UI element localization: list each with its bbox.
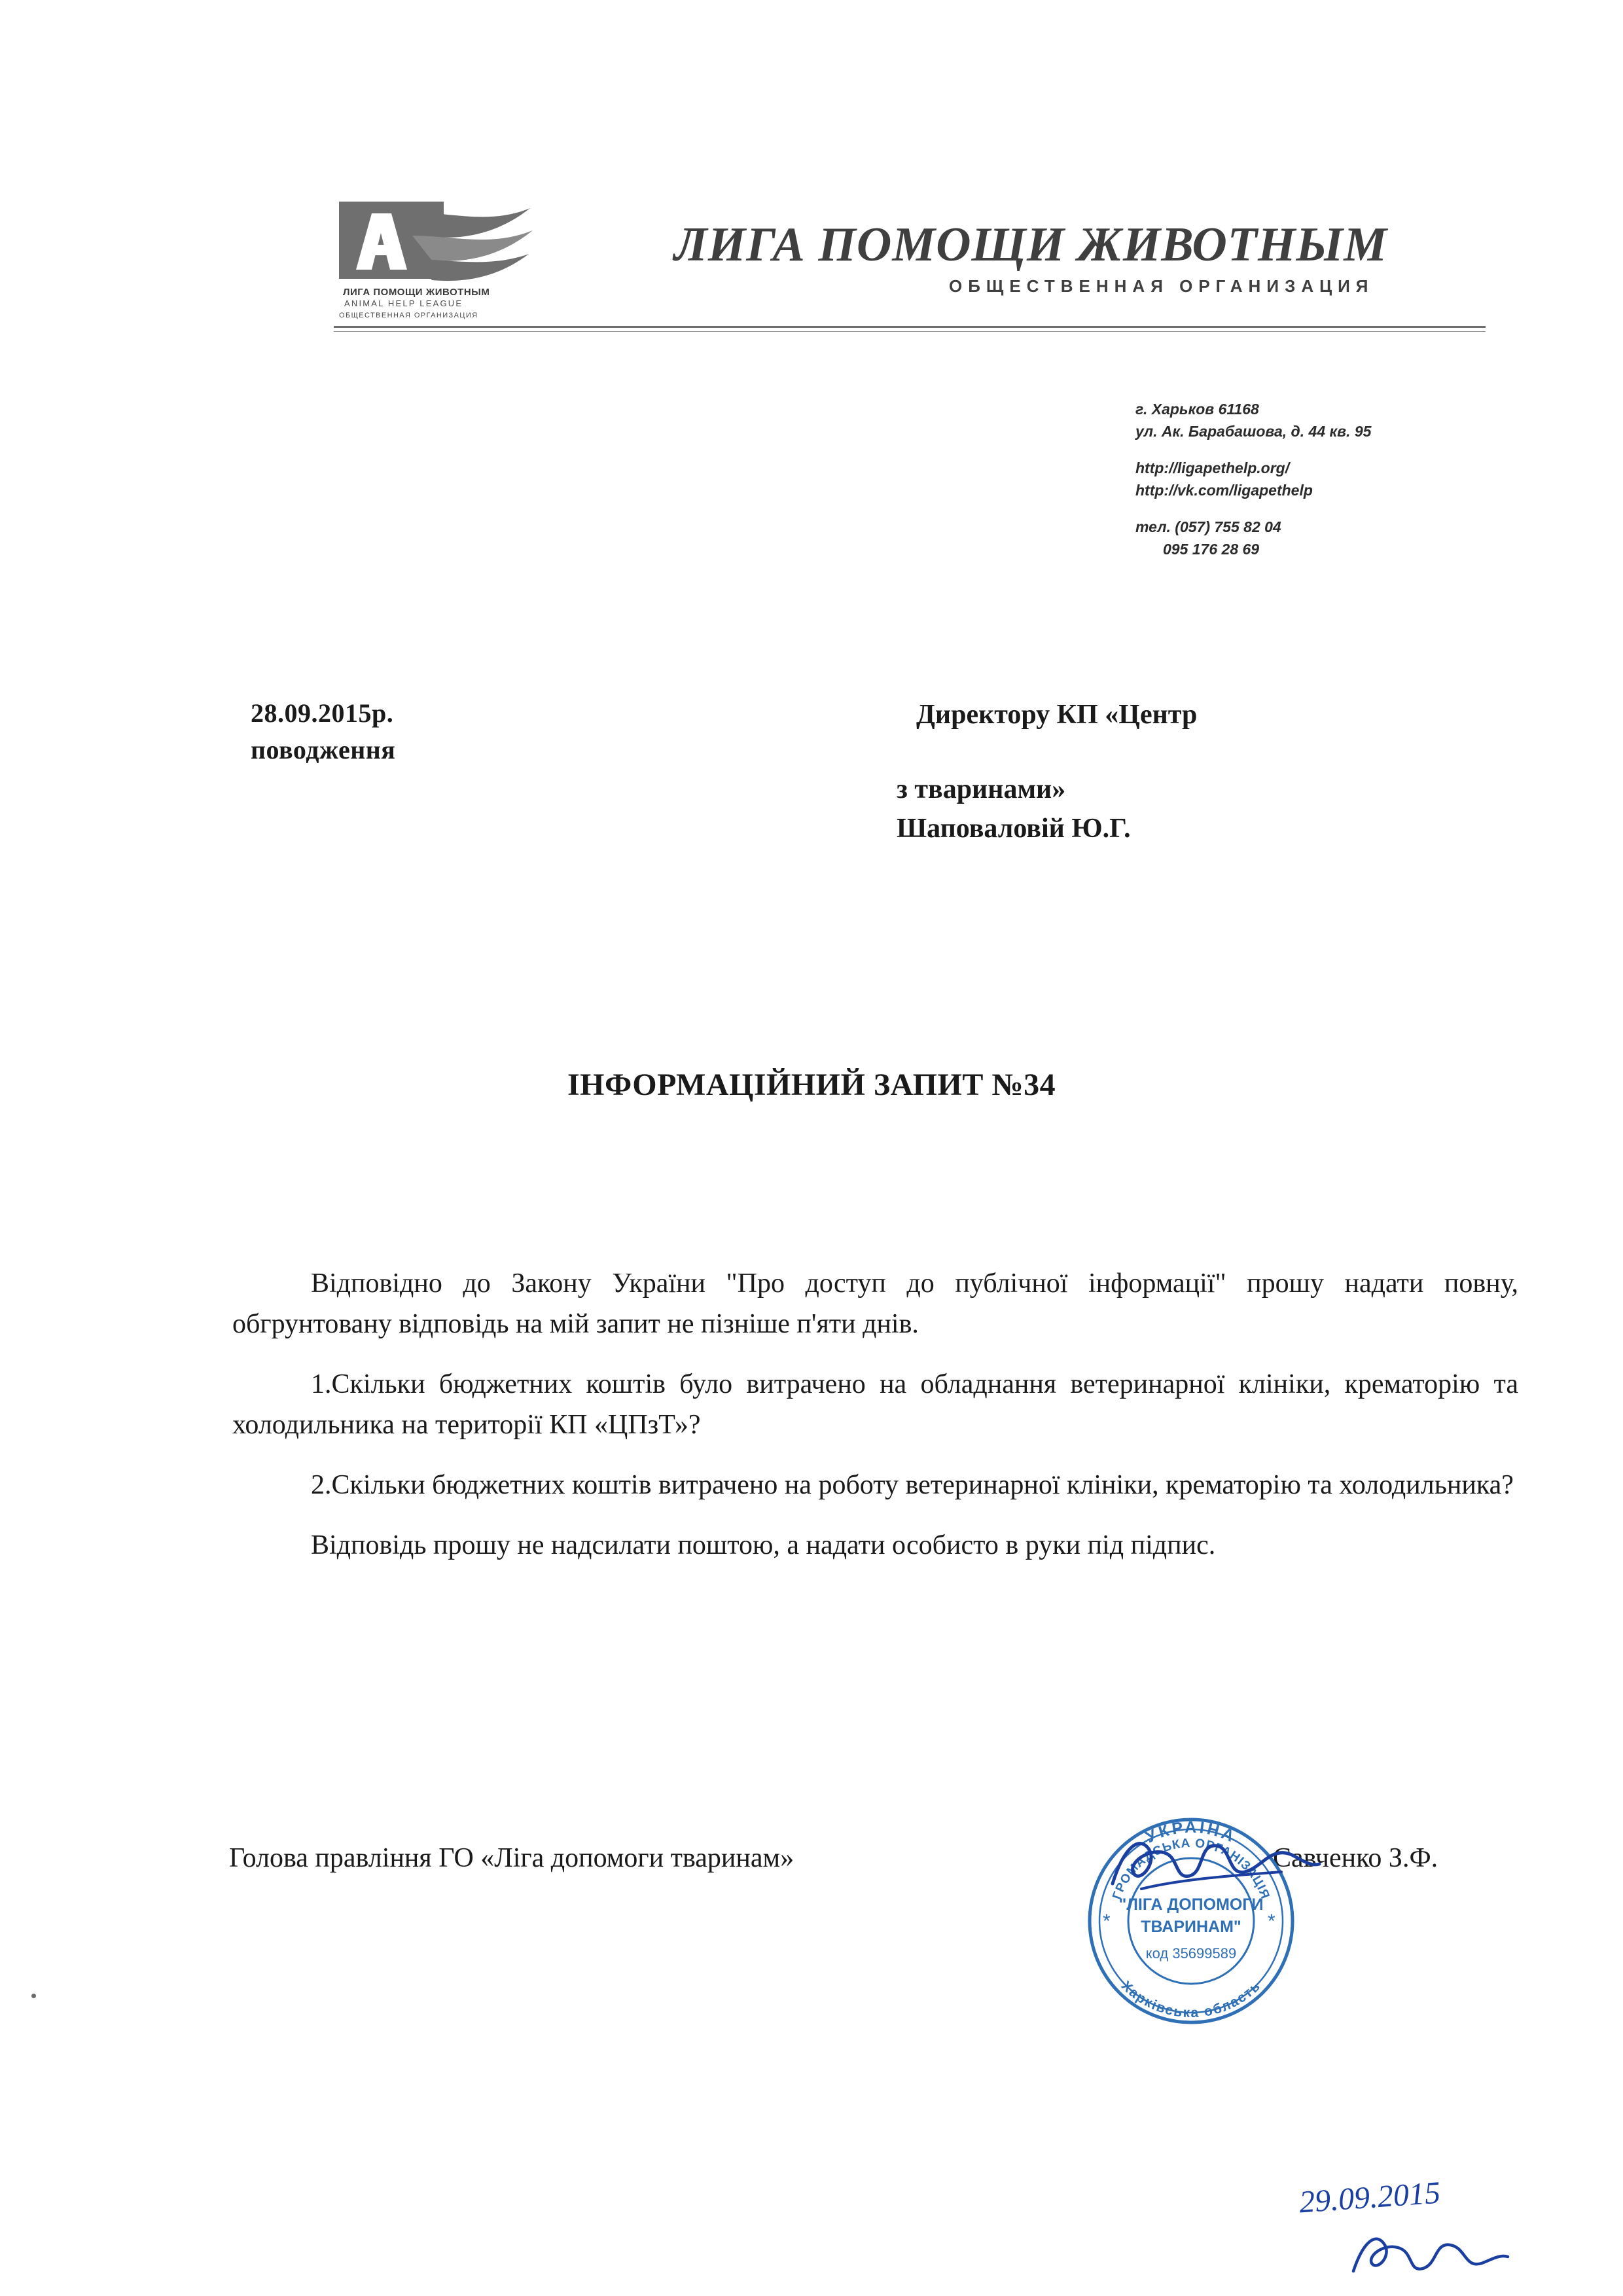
svg-text:*: * — [1103, 1910, 1111, 1932]
addressee-line-3: Шаповаловій Ю.Г. — [897, 814, 1131, 844]
svg-text:*: * — [1268, 1910, 1275, 1932]
received-date-handwritten: 29.09.2015 — [1298, 2175, 1442, 2220]
addressee-line-1: Директору КП «Центр — [916, 700, 1198, 730]
scan-artifact — [31, 1994, 36, 1998]
svg-text:"ЛІГА ДОПОМОГИ: "ЛІГА ДОПОМОГИ — [1118, 1895, 1264, 1914]
contact-block — [1135, 398, 1567, 575]
body-paragraph-4: Відповідь прошу не надсилати поштою, а надати особисто в руки під підпис. — [311, 1530, 1216, 1560]
contact-website[interactable]: http://ligapethelp.org/ — [1135, 459, 1290, 476]
document-date-line2: поводження — [251, 735, 396, 764]
svg-text:ГРОМАДСЬКА ОРГАНІЗАЦІЯ: ГРОМАДСЬКА ОРГАНІЗАЦІЯ — [1110, 1836, 1272, 1901]
document-date-value: 28.09.2015р. — [251, 698, 394, 728]
svg-text:ТВАРИНАМ": ТВАРИНАМ" — [1141, 1918, 1241, 1936]
svg-text:УКРАЇНА: УКРАЇНА — [1143, 1818, 1240, 1847]
header-divider — [334, 326, 1486, 328]
contact-street: ул. Ак. Барабашова, д. 44 кв. 95 — [1135, 423, 1372, 440]
organization-logo-icon — [334, 196, 589, 319]
logo-text-en: ANIMAL HELP LEAGUE — [344, 298, 463, 308]
signatory-role: Голова правління ГО «Ліга допомоги тваринам» — [229, 1843, 794, 1873]
signatory-name: Савченко З.Ф. — [1273, 1843, 1438, 1873]
page-title: ІНФОРМАЦІЙНИЙ ЗАПИТ №34 — [567, 1067, 1056, 1102]
body-paragraph-2: 1.Скільки бюджетних коштів було витрачено на обладнання ветеринарної клініки, крематорію та холодильника на території КП «ЦПзТ»? — [232, 1369, 1518, 1440]
logo-text-ru: ЛИГА ПОМОЩИ ЖИВОТНЫМ — [343, 287, 490, 298]
contact-phone-secondary: 095 176 28 69 — [1163, 541, 1260, 558]
document-body — [232, 1263, 1518, 1585]
addressee-line-2: з тваринами» — [897, 774, 1066, 804]
svg-text:Харківська область: Харківська область — [1118, 1978, 1264, 2021]
svg-text:код 35699589: код 35699589 — [1145, 1945, 1237, 1962]
contact-phone-primary: тел. (057) 755 82 04 — [1135, 518, 1281, 535]
letterhead — [334, 196, 1446, 360]
contact-city: г. Харьков 61168 — [1135, 401, 1259, 418]
contact-vk[interactable]: http://vk.com/ligapethelp — [1135, 482, 1313, 499]
header-divider-thin — [334, 331, 1486, 332]
logo-text-sub: ОБЩЕСТВЕННАЯ ОРГАНИЗАЦИЯ — [339, 312, 478, 319]
handwritten-signature-secondary — [1348, 2225, 1512, 2284]
body-paragraph-1: Відповідно до Закону України "Про доступ до публічної інформації" прошу надати повну, обгрунтовану відповідь на мій запит не пізніше п'яти днів. — [232, 1268, 1518, 1339]
body-paragraph-3: 2.Скільки бюджетних коштів витрачено на роботу ветеринарної клініки, крематорію та холодильника? — [311, 1470, 1514, 1500]
organization-type: ОБЩЕСТВЕННАЯ ОРГАНИЗАЦИЯ — [949, 276, 1374, 296]
addressee-block — [897, 695, 1571, 848]
handwritten-signature — [1106, 1826, 1322, 1905]
organization-name: ЛИГА ПОМОЩИ ЖИВОТНЫМ — [674, 218, 1388, 272]
document-date — [251, 695, 395, 768]
